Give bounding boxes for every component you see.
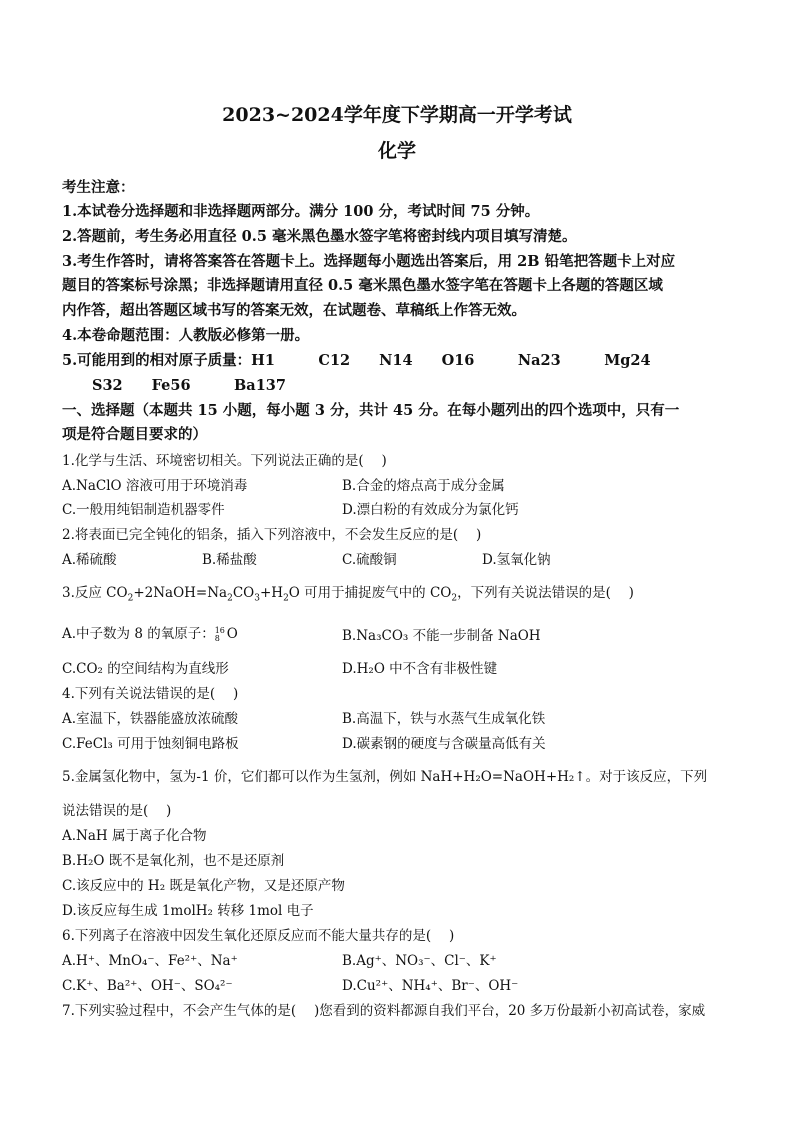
subject-title: 化学 [377, 140, 416, 162]
question-1-option-b[interactable]: B.合金的熔点高于成分金属 [342, 478, 505, 494]
notice-item-3-line-2: 题目的答案标号涂黑；非选择题请用直径 0.5 毫米黑色墨水签字笔在答题卡上各题的答题区域 [62, 277, 663, 294]
notice-heading: 考生注意： [62, 179, 135, 196]
question-4-stem: 4.下列有关说法错误的是( ) [62, 686, 239, 702]
question-2-option-b[interactable]: B.稀盐酸 [202, 552, 257, 568]
question-3-stem: 3.反应 $CO_2+2NaOH=Na_2CO_3+H_2O$ 可用于捕捉废气中的 $CO_2$，下列有关说法错误的是( ) [62, 585, 634, 604]
question-2-option-d[interactable]: D.氢氧化钠 [482, 552, 551, 568]
question-6-option-d[interactable]: D.Cu²⁺、NH₄⁺、Br⁻、OH⁻ [342, 978, 519, 994]
question-4-option-d[interactable]: D.碳素钢的硬度与含碳量高低有关 [342, 736, 546, 752]
notice-item-2: 2.答题前，考生务必用直径 0.5 毫米黑色墨水签字笔将密封线内项目填写清楚。 [62, 228, 577, 245]
question-3-option-a[interactable] [62, 622, 238, 643]
question-2-option-a[interactable]: A.稀硫酸 [62, 552, 117, 568]
question-7-stem: 7.下列实验过程中，不会产生气体的是( )您看到的资料都源自我们平台，20 多万份最新小初高试卷，家威 [62, 1003, 706, 1019]
exam-title: 2023~2024学年度下学期高一开学考试 [222, 104, 572, 126]
question-2-stem: 2.将表面已完全钝化的铝条，插入下列溶液中，不会发生反应的是( ) [62, 527, 482, 543]
notice-item-3-line-3: 内作答，超出答题区域书写的答案无效，在试题卷、草稿纸上作答无效。 [62, 302, 526, 319]
question-6-option-a[interactable]: A.H⁺、MnO₄⁻、Fe²⁺、Na⁺ [62, 953, 238, 969]
question-6-option-b[interactable]: B.Ag⁺、NO₃⁻、Cl⁻、K⁺ [342, 953, 497, 969]
question-1-stem: 1.化学与生活、环境密切相关。下列说法正确的是( ) [62, 453, 387, 469]
section-heading-line-2: 项是符合题目要求的） [62, 426, 207, 443]
section-heading-line-1: 一、选择题（本题共 15 小题，每小题 3 分，共计 45 分。在每小题列出的四个选项中，只有一 [62, 402, 680, 419]
question-5-option-b[interactable]: B.H₂O 既不是氧化剂，也不是还原剂 [62, 853, 285, 869]
question-2-option-c[interactable]: C.硫酸铜 [342, 552, 397, 568]
question-1-option-a[interactable]: A.NaClO 溶液可用于环境消毒 [62, 478, 248, 494]
question-3-option-c[interactable]: C.CO₂ 的空间结构为直线形 [62, 661, 229, 677]
question-3-option-d[interactable]: D.H₂O 中不含有非极性键 [342, 661, 498, 677]
isotope-symbol: O [226, 626, 238, 642]
notice-item-5-continued: S32 Fe56 Ba137 [92, 377, 286, 394]
question-1-option-d[interactable]: D.漂白粉的有效成分为氯化钙 [342, 502, 519, 518]
question-3-option-b[interactable]: B.Na₃CO₃ 不能一步制备 NaOH [342, 628, 541, 644]
q3-stem-part: CO [232, 585, 255, 601]
notice-item-3-line-1: 3.考生作答时，请将答案答在答题卡上。选择题每小题选出答案后，用 2B 铅笔把答题卡上对应 [62, 253, 676, 270]
question-4-option-c[interactable]: C.FeCl₃ 可用于蚀刻铜电路板 [62, 736, 239, 752]
question-4-option-a[interactable]: A.室温下，铁器能盛放浓硫酸 [62, 711, 239, 727]
oxygen-isotope-notation [215, 627, 227, 643]
question-5-option-a[interactable]: A.NaH 属于离子化合物 [62, 828, 207, 844]
q3-stem-part: ，下列有关说法错误的是( ) [457, 585, 634, 601]
q3-option-a-text: A.中子数为 8 的氧原子： [62, 626, 215, 642]
notice-item-1: 1.本试卷分选择题和非选择题两部分。满分 100 分，考试时间 75 分钟。 [62, 203, 540, 220]
question-5-option-c[interactable]: C.该反应中的 H₂ 既是氧化产物，又是还原产物 [62, 878, 345, 894]
question-6-stem: 6.下列离子在溶液中因发生氧化还原反应而不能大量共存的是( ) [62, 928, 455, 944]
notice-item-4: 4.本卷命题范围：人教版必修第一册。 [62, 327, 310, 344]
q3-stem-part: +2NaOH=Na [133, 585, 228, 601]
notice-item-5: 5.可能用到的相对原子质量：H1 C12 N14 O16 Na23 Mg24 [62, 352, 651, 369]
isotope-atomic-number: 8 [214, 633, 220, 643]
q3-stem-part: +H [259, 585, 284, 601]
question-5-stem-line-2: 说法错误的是( ) [62, 803, 172, 819]
q3-stem-part: O 可用于捕捉废气中的 CO [288, 585, 452, 601]
question-4-option-b[interactable]: B.高温下，铁与水蒸气生成氧化铁 [342, 711, 546, 727]
q3-stem-part: 3.反应 CO [62, 585, 128, 601]
question-1-option-c[interactable]: C.一般用纯铝制造机器零件 [62, 502, 225, 518]
isotope-mass-number: 16 [214, 625, 225, 635]
question-5-option-d[interactable]: D.该反应每生成 1molH₂ 转移 1mol 电子 [62, 903, 314, 919]
question-6-option-c[interactable]: C.K⁺、Ba²⁺、OH⁻、SO₄²⁻ [62, 978, 233, 994]
question-5-stem-line-1: 5.金属氢化物中，氢为-1 价，它们都可以作为生氢剂，例如 NaH+H₂O=NaOH+H₂↑。对于该反应，下列 [62, 769, 708, 785]
